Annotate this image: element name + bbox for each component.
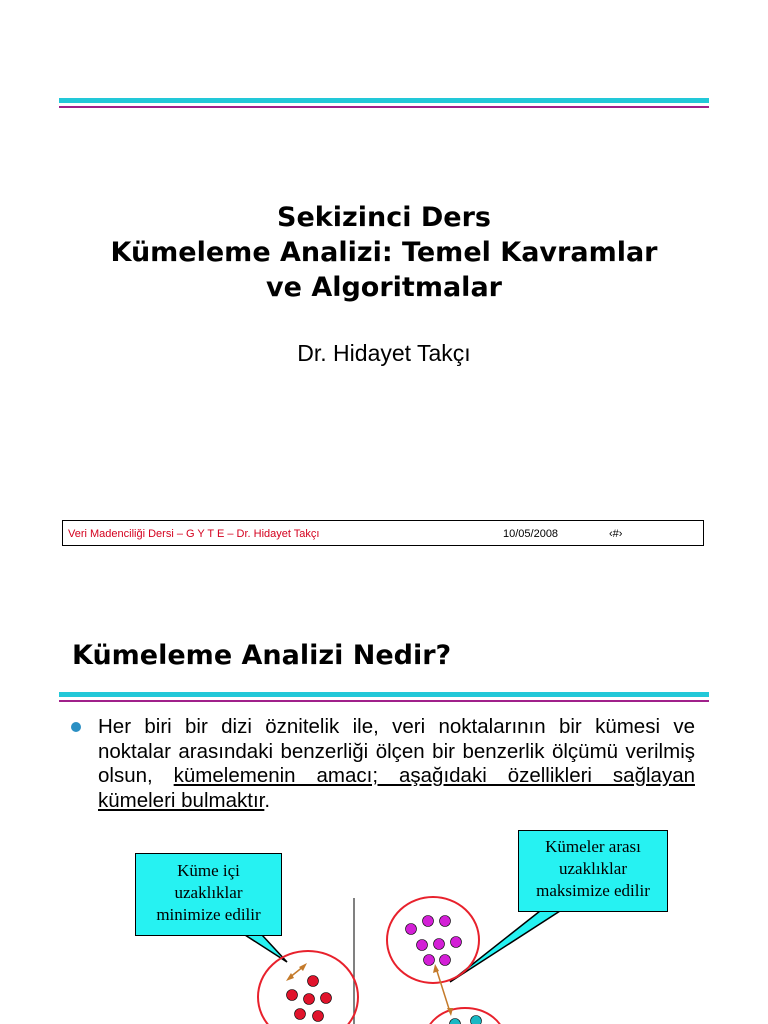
cluster-ring-top-right <box>387 897 479 983</box>
callout-inter-line-2: uzaklıklar <box>559 859 627 878</box>
bullet-text-end: . <box>264 788 271 812</box>
footer-page-number: ‹#› <box>609 528 623 540</box>
title-line-1: Sekizinci Ders <box>277 202 491 233</box>
callout-inter-line-1: Kümeler arası <box>545 837 641 856</box>
callout-intra-line-3: minimize edilir <box>156 905 261 924</box>
inter-distance-arrow <box>433 964 453 1016</box>
author-name: Dr. Hidayet Takçı <box>297 340 471 366</box>
bullet-text-underlined: kümelemenin amacı; aşağıdaki özellikleri sağlayan kümeleri bulmaktır <box>98 764 695 812</box>
slide2-title: Kümeleme Analizi Nedir? <box>72 640 452 671</box>
cluster-ring-bottom-right <box>425 1008 505 1024</box>
callout-intra-cluster <box>135 853 282 936</box>
cluster-ring-left <box>258 951 358 1024</box>
title-line-3: ve Algoritmalar <box>266 272 502 303</box>
footer-course: Veri Madenciliği Dersi – G Y T E – Dr. Hidayet Takçı <box>68 528 320 540</box>
cluster-points-bottom-right <box>450 1016 482 1024</box>
bullet-text-plain: Her biri bir dizi öznitelik ile, veri noktalarının bir kümesi ve noktalar arasındaki benzerliği ölçen bir benzerlik ölçümü verilmiş olsun, <box>98 715 695 787</box>
callout-inter-cluster <box>518 830 668 912</box>
callout-intra-line-2: uzaklıklar <box>174 883 243 902</box>
callout-intra-line-1: Küme içi <box>177 861 240 880</box>
callout-inter-line-3: maksimize edilir <box>536 881 650 900</box>
cluster-points-left <box>287 976 332 1022</box>
cluster-points-top-right <box>406 916 462 966</box>
intra-distance-arrow <box>286 963 307 981</box>
title-line-2: Kümeleme Analizi: Temel Kavramlar <box>110 237 658 268</box>
callout-inter-tail <box>450 911 560 982</box>
footer-date: 10/05/2008 <box>503 528 559 540</box>
